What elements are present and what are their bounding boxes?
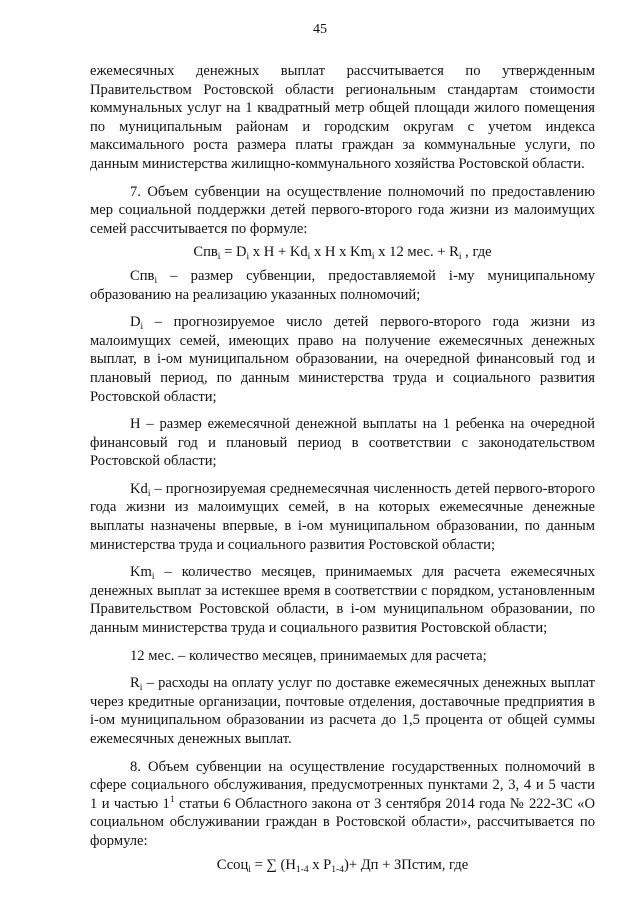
definition-text: – количество месяцев, принимаемых для расчета ежемесячных денежных выплат за истекшее время в соответствии с порядком, установленным Правительством Ростовской области, в i-ом муниципальном образовании, по данным министерства труда и социального развития Ростовской области; (90, 564, 595, 637)
definition-text: – прогнозируемая среднемесячная численность детей первого-второго года жизни из малоимущих семей, в на которых ежемесячные денежные выплаты назначены впервые, в i-ом муниципальном образовании, по данным министерства труда и социального развития Ростовской области; (90, 480, 595, 553)
paragraph-superscript: 1 (169, 794, 175, 805)
definition-symbol: Km (130, 564, 152, 581)
formula-part: = D (220, 244, 247, 261)
formula-subscript: i (458, 252, 462, 263)
paragraph-continuation: ежемесячных денежных выплат рассчитывается по утвержденным Правительством Ростовской области региональным стандартам стоимости коммунальных услуг на 1 квадратный метр общей площади жилого помещения по муниципальным районам и городским округам с учетом индекса максимального роста размера платы граждан за коммунальные услуги, по данным министерства жилищно-коммунального хозяйства Ростовской области. (90, 63, 595, 172)
definition-d (90, 313, 595, 406)
definition-text: – расходы на оплату услуг по доставке ежемесячных денежных выплат через кредитные организации, почтовые отделения, доставочные предприятия в i-ом муниципальном образовании из расчета до 1,5 процента от общей суммы ежемесячных денежных выплат. (90, 675, 595, 747)
formula-subscript: i (307, 252, 311, 263)
document-body (90, 62, 595, 879)
formula-subscript: i (371, 252, 375, 263)
definition-subscript: i (140, 322, 144, 333)
formula-part: )+ Дп + ЗПстим, где (343, 856, 469, 873)
formula-subscript: i (248, 864, 251, 875)
formula-spv (90, 243, 595, 262)
definition-subscript: i (154, 275, 158, 286)
formula-part: , где (461, 244, 492, 261)
definition-spv (90, 267, 595, 304)
formula-ssoc (90, 856, 595, 875)
definition-symbol: Спв (130, 267, 155, 284)
definition-symbol: R (130, 675, 140, 692)
formula-part: х 12 мес. + R (374, 244, 459, 261)
definition-n: Н – размер ежемесячной денежной выплаты на 1 ребенка на очередной финансовый год и плановый период в соответствии с законодательством Ростовской области; (90, 416, 595, 470)
formula-part: х Н х Km (310, 244, 372, 261)
formula-subscript: i (246, 252, 250, 263)
definition-kd (90, 480, 595, 554)
definition-months: 12 мес. – количество месяцев, принимаемых для расчета; (130, 647, 487, 664)
definition-symbol: Kd (130, 480, 148, 497)
paragraph-part: 8. Объем субвенции на осуществление государственных полномочий в сфере социального обслуживания, предусмотренных пунктами 2, 3, 4 и 5 части 1 и частью 1 (90, 758, 595, 812)
paragraph-item-7: 7. Объем субвенции на осуществление полномочий по предоставлению мер социальной поддержки детей первого-второго года жизни из малоимущих семей рассчитывается по формуле: (90, 183, 595, 237)
paragraph-part: статьи 6 Областного закона от 3 сентября 2014 года № 222-ЗС «О социальном обслуживании граждан в Ростовской области», рассчитывается по формуле: (90, 795, 595, 849)
definition-subscript: i (147, 488, 151, 499)
definition-subscript: i (151, 572, 155, 583)
formula-part: Ссоц (216, 856, 249, 873)
formula-subscript: i (217, 252, 221, 263)
page-number: 45 (313, 22, 327, 37)
definition-km (90, 563, 595, 637)
formula-part: Спв (193, 244, 218, 261)
definition-subscript: i (139, 683, 143, 694)
formula-part: х Р (308, 856, 332, 873)
formula-part: = ∑ (Н (250, 856, 296, 873)
definition-r (90, 674, 595, 748)
formula-part: х Н + Kd (249, 244, 308, 261)
paragraph-item-8 (90, 758, 595, 851)
definition-text: – размер субвенции, предоставляемой i-му муниципальному образованию на реализацию указанных полномочий; (90, 267, 595, 303)
formula-subscript: 1-4 (295, 864, 309, 875)
definition-symbol: D (130, 314, 141, 331)
formula-subscript: 1-4 (331, 864, 344, 875)
definition-text: – прогнозируемое число детей первого-второго года жизни из малоимущих семей, имеющих право на получение ежемесячных денежных выплат, в i-ом муниципальном образовании, на очередной финансовый год и плановый период, по данным министерства труда и социального развития Ростовской области; (90, 314, 595, 405)
